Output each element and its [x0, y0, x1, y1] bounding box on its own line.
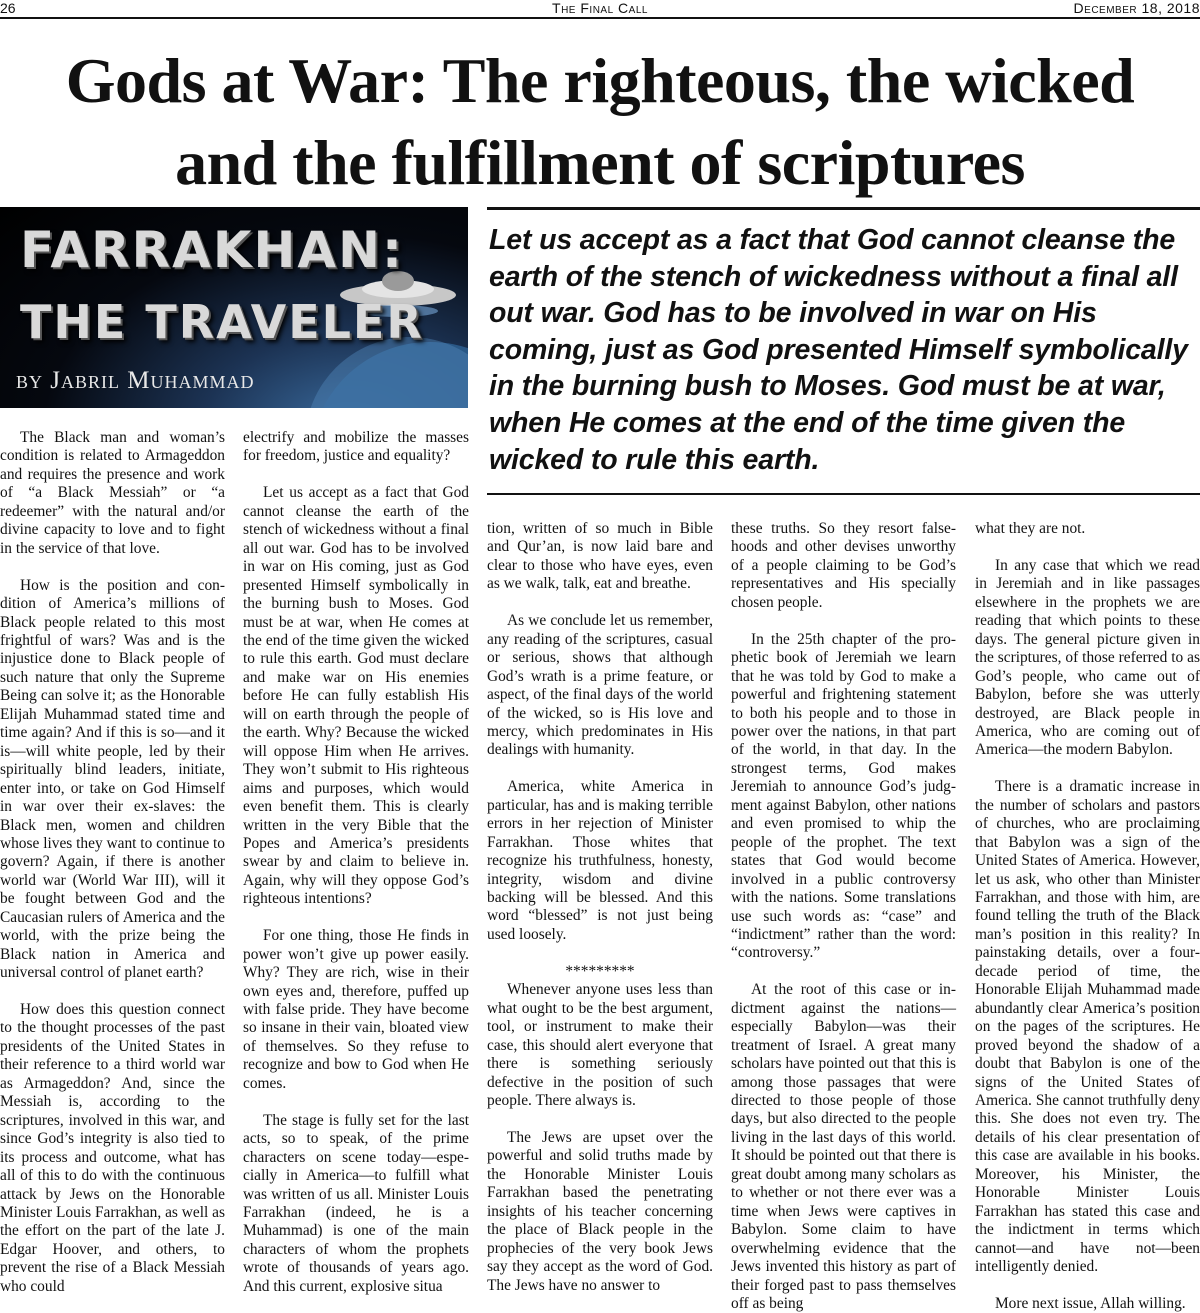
- article-column-1: [0, 429, 225, 1296]
- paragraph: There is a dramatic increase in the number of scholars and pastors of churches, who are proclaiming that Babylon was a sign of the United States of America. However, let us ask, who other than Minister Farrakhan, and those with him, are found telling the truth of the Black man’s position in this reality? In painstaking details, over a four-decade period of time, the Honorable Elijah Muhammad made abundantly clear America’s position on the pages of the scriptures. He proved beyond the shadow of a doubt that Babylon is one of the signs of the United States of America. She cannot truthfully deny this. She does not even try. The details of his clear presentation of this case are available in his books. Moreover, his Minister, the Honorable Minister Louis Farrakhan has stated this case and the indictment in terms which cannot—and have not—been intelligently denied.: [975, 778, 1200, 1276]
- author-byline: by Jabril Muhammad: [16, 367, 255, 394]
- article-column-2: [243, 429, 469, 1296]
- paragraph: these truths. So they resort falsehoods and other devises unworthy of a people claiming to be God’s representatives and His specially chosen people.: [731, 520, 956, 611]
- closing-line: More next issue, Allah willing.: [995, 1294, 1186, 1312]
- paragraph: what they are not.: [975, 520, 1086, 537]
- paragraph: Let us accept as a fact that God cannot cleanse the earth of the stench of wickedness without a final all out war. God has to be involved in war on His coming, just as God presented Himself symbolically in the burning bush to Moses. God must be at war, when He comes at the end of the time given the wicked to rule this earth. God must declare and make war on His enemies before He can fully establish His will on earth through the people of the earth. Why? Because the wicked will oppose Him when He arrives. They won’t submit to His righteous aims and purposes, which would even benefit them. This is clearly written in the very Bible that the Popes and America’s presidents swear by and claim to believe in. Again, why will they oppose God’s righteous intentions?: [243, 484, 469, 908]
- banner-title-line-1: FARRAKHAN:: [20, 221, 404, 279]
- pull-quote: Let us accept as a fact that God cannot cleanse the earth of the stench of wickedness without a final all out war. God has to be involved in war on His coming, just as God presented Himself symbolically in the burning bush to Moses. God must be at war, when He comes at the end of the time given the wicked to rule this earth.: [489, 224, 1188, 476]
- headline-line-1: Gods at War: The righteous, the wicked: [65, 45, 1135, 116]
- headline: [0, 40, 1200, 204]
- paragraph: For one thing, those He finds in power won’t give up power easily. Why? They are rich, wise in their own eyes and, therefore, puffed up with false pride. They have become so insane in their vain, bloated view of themselves. So they refuse to recognize and bow to God when He comes.: [243, 927, 469, 1092]
- publication-name: The Final Call: [552, 0, 648, 16]
- header-rule: [0, 17, 1200, 19]
- banner-title-line-2: THE TRAVELER: [20, 295, 424, 349]
- paragraph: The Black man and woman’s condition is related to Armageddon and requires the presence and work of “a Black Messiah” or “a redeemer” with the natural and/or divine capacity to love and to fight in the service of that love.: [0, 429, 225, 557]
- issue-date: December 18, 2018: [1073, 0, 1200, 16]
- paragraph: In any case that which we read in Jeremiah and in like passages elsewhere in the prophets we are reading that which points to these days. The general picture given in the scriptures, of those referred to as God’s people, who came out of Babylon, before she was utterly destroyed, are Black people in America, who are coming out of America—the modern Babylon.: [975, 556, 1200, 759]
- article-column-4: [731, 520, 956, 1313]
- article-column-5: [975, 520, 1200, 1313]
- paragraph: At the root of this case or indictment against the nations—especially Babylon—was their treatment of Israel. A great many scholars have pointed out that this is among those passages that were directed to those people of those days, but also directed to the people living in the last days of this world. It should be pointed out that there is great doubt among many scholars as to whether or not there ever was a time when Jews were captives in Babylon. Some claim to have overwhelming evidence that the Jews invented this history as part of their forged past to pass themselves off as being: [731, 981, 956, 1312]
- pull-quote-top-rule: [487, 207, 1200, 210]
- paragraph: America, white America in particular, has and is making terrible errors in her rejection of Minister Farrakhan. Those whites that recognize his truthfulness, honesty, integrity, wisdom and divine backing will be blessed. And this word “blessed” is not just being used loosely.: [487, 778, 713, 943]
- section-break: *********: [565, 962, 635, 980]
- paragraph: electrify and mobilize the masses for freedom, justice and equality?: [243, 429, 469, 465]
- paragraph: How is the position and condition of America’s millions of Black people related to this most frightful of wars? Was and is the injustice done to Black people of such nature that only the Supreme Being can solve it; as the Honorable Elijah Muhammad stated time and time again? And if this is so—and it is—will white people, led by their spiritually blind leaders, initiate, enter into, or take on God Himself in war over their ex-slaves: the Black men, women and children whose lives they want to continue to govern? Again, if there is another world war (World War III), will it be fought between God and the Caucasian rulers of America and the world, with the prize being the Black nation in America and universal control of planet earth?: [0, 576, 225, 982]
- paragraph: As we conclude let us remember, any reading of the scriptures, casual or serious, shows that although God’s wrath is a prime feature, or aspect, of the final days of the world of the wicked, so is His love and mercy, which predominates in His dealings with humanity.: [487, 612, 713, 759]
- article-column-3: [487, 520, 713, 1295]
- paragraph: The Jews are upset over the powerful and solid truths made by the Honorable Minister Louis Farrakhan based the penetrating insights of his teacher concerning the place of Black people in the prophecies of the very book Jews say they accept as the word of God. The Jews have no answer to: [487, 1128, 713, 1294]
- pull-quote-bottom-rule: [487, 493, 1200, 495]
- column-banner: [0, 207, 468, 408]
- paragraph: In the 25th chapter of the prophetic book of Jeremiah we learn that he was told by God to make a powerful and frightening statement to both his people and to those in power over the nations, in that part of the world, in that day. In the strongest terms, God makes Jeremiah to announce God’s judgment against Babylon, other nations and even promised to whip the people of the prophet. The text states that God would become involved in a public controversy with the nations. Some translations use such words as: “case” and “indictment” rather than the word: “controversy.”: [731, 630, 956, 962]
- page-number: 26: [0, 0, 16, 16]
- paragraph: Whenever anyone uses less than what ought to be the best argument, tool, or instrument to make their case, this should alert everyone that there is something seriously defective in the position of such people. There always is.: [487, 981, 713, 1109]
- paragraph: The stage is fully set for the last acts, so to speak, of the prime characters on scene today—especially in America—to fulfill what was written of us all. Minister Louis Farrakhan (indeed, he is a Muhammad) is one of the main characters of whom the prophets wrote of thousands of years ago. And this current, explosive situa: [243, 1111, 469, 1295]
- paragraph: How does this question connect to the thought processes of the past presidents of the United States in their reference to a third world war as Armageddon? And, since the Messiah is, according to the scriptures, involved in this war, and since God’s integrity is also tied to its process and outcome, what has all of this to do with the continuous attack by Jews on the Honorable Minister Louis Farrakhan, as well as the effort on the part of the late J. Edgar Hoover, and others, to prevent the rise of a Black Messiah who could: [0, 1001, 225, 1295]
- paragraph: tion, written of so much in Bible and Qur’an, is now laid bare and clear to those who have eyes, even as we walk, talk, eat and breathe.: [487, 520, 713, 593]
- headline-line-2: and the fulfillment of scriptures: [175, 127, 1025, 198]
